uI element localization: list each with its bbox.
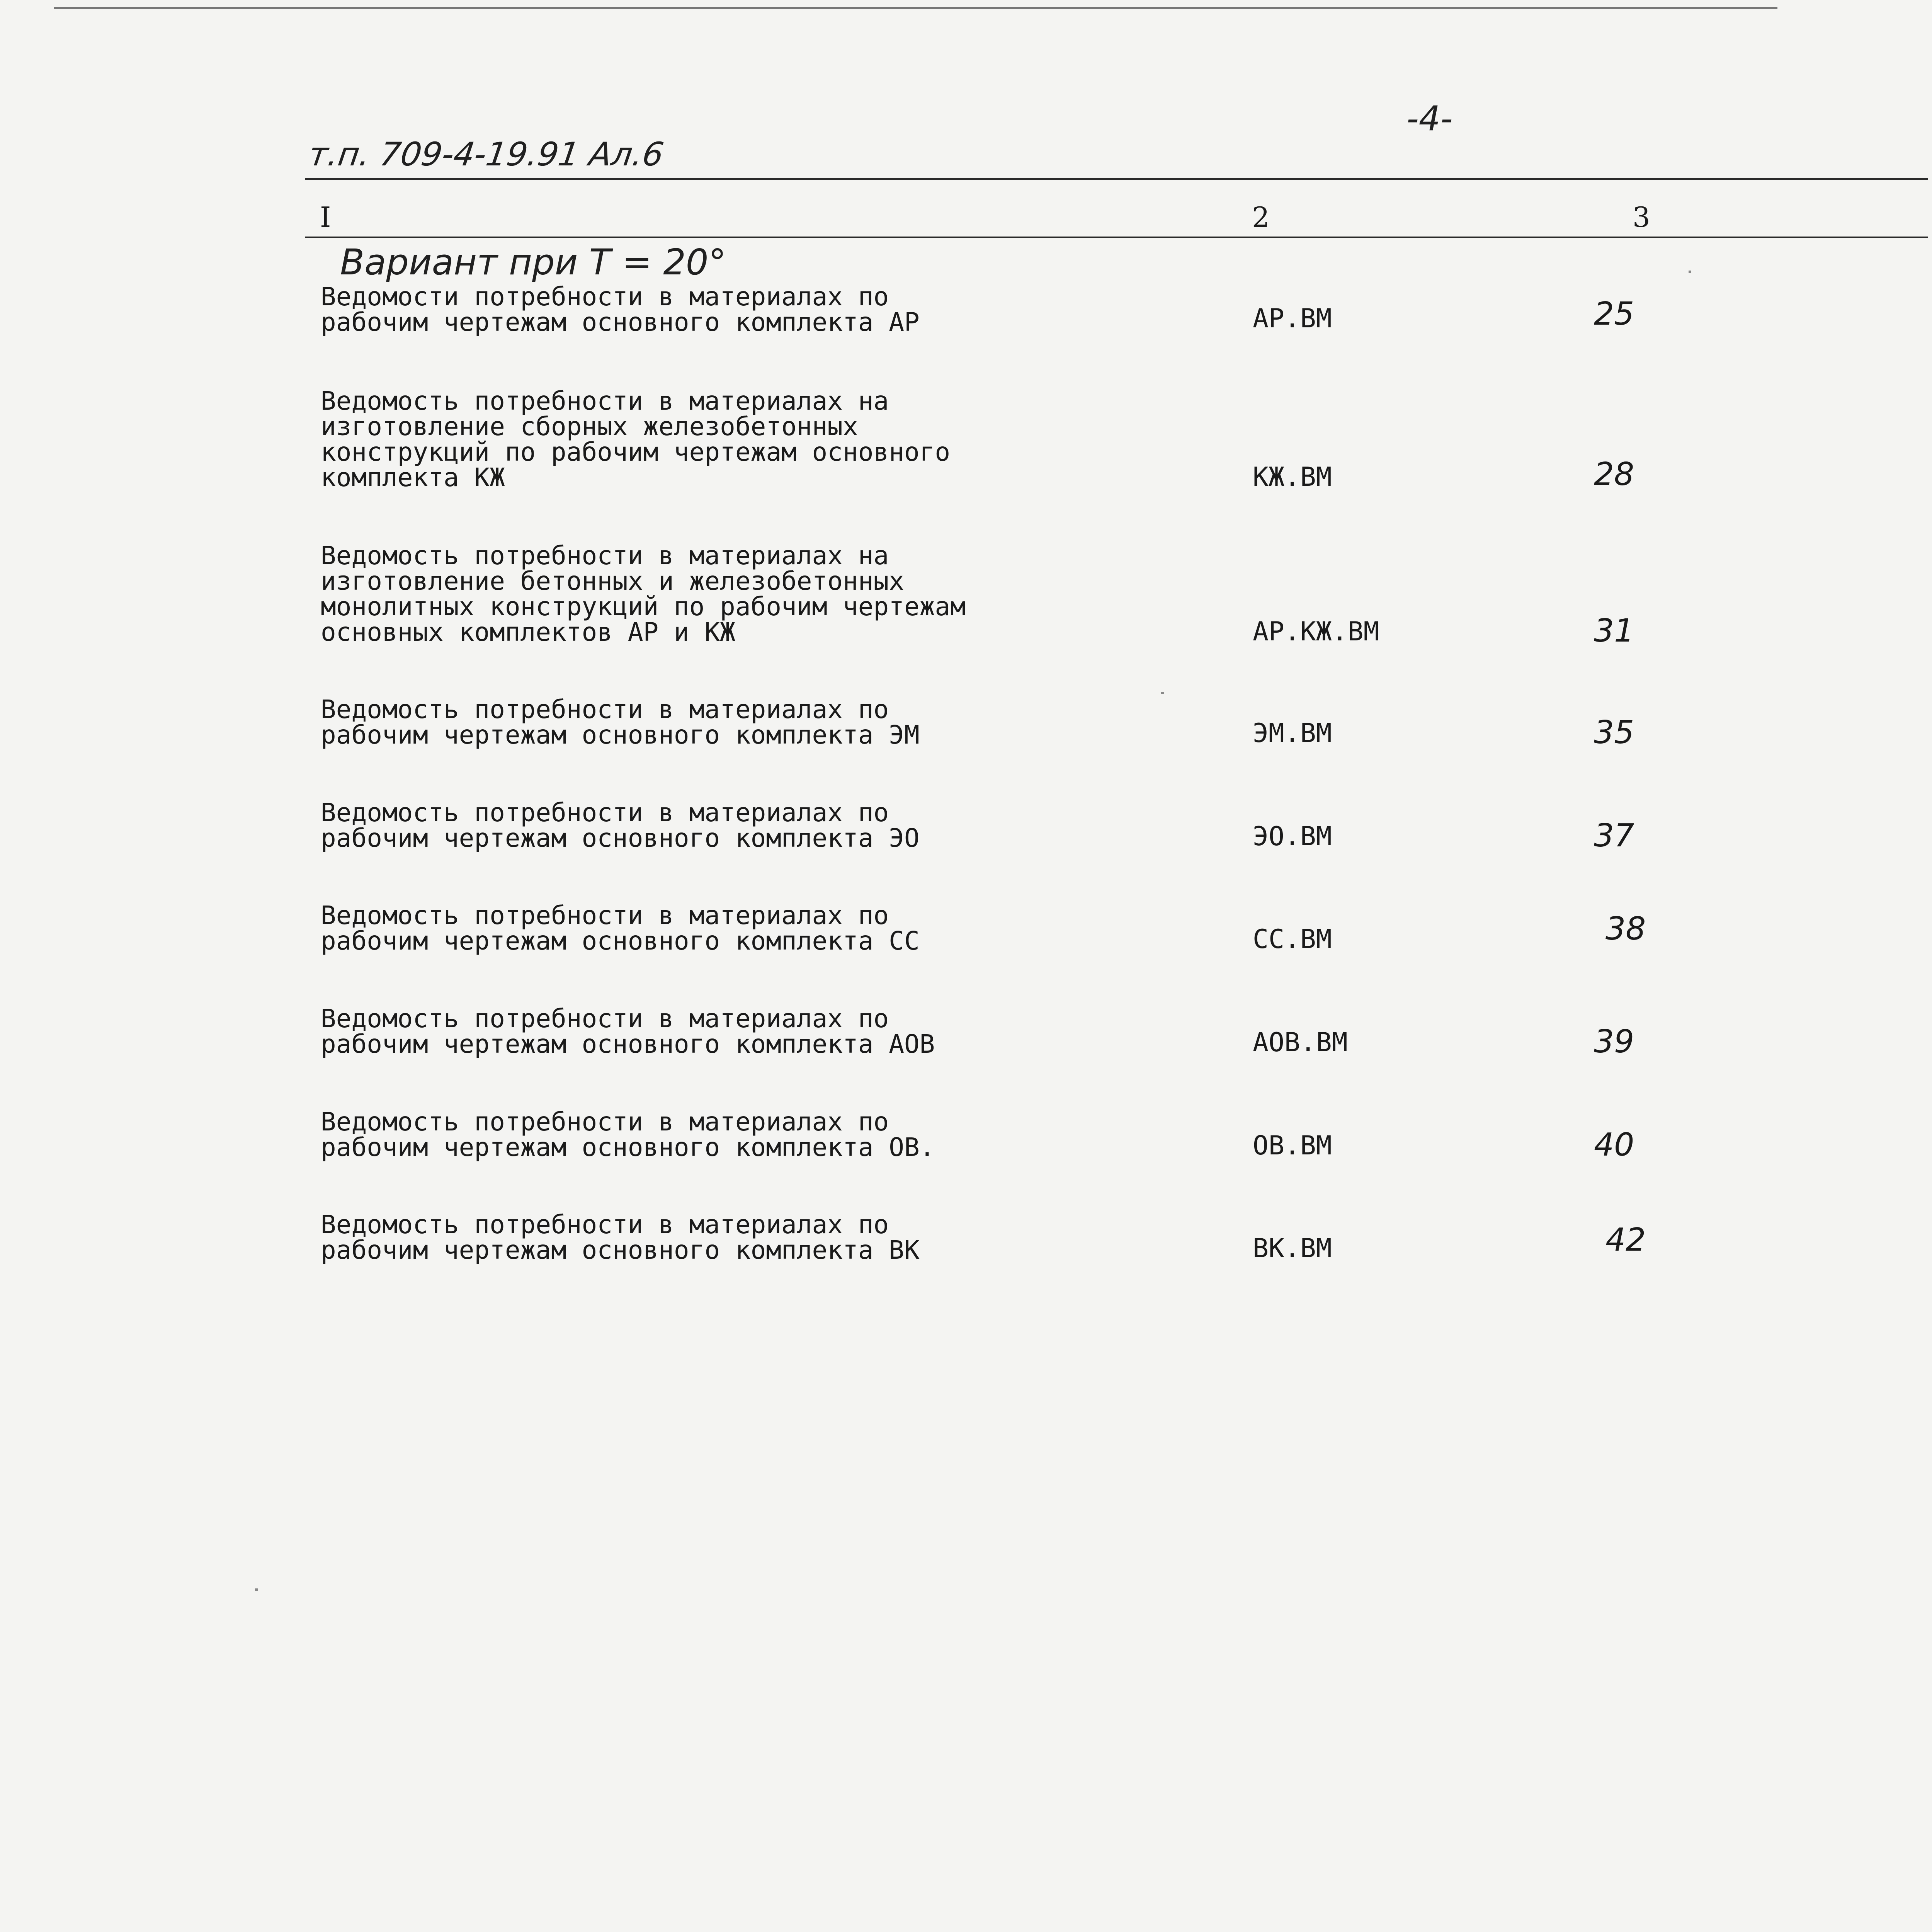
row-name: Ведомости потребности в материалах по рабочим чертежам основного комплекта АР (321, 282, 920, 337)
variant-note: Вариант при Т = 20° (340, 242, 726, 283)
row-name: Ведомость потребности в материалах по рабочим чертежам основного комплекта ЭМ (321, 694, 920, 750)
row-page: 25 (1594, 296, 1634, 332)
row-name: Ведомость потребности в материалах на изготовление бетонных и железобетонных монолитных конструкций по рабочим чертежам основных комплектов АР и КЖ (321, 541, 966, 647)
scan-speck (255, 1588, 258, 1591)
row-name: Ведомость потребности в материалах по рабочим чертежам основного комплекта СС (321, 900, 920, 956)
row-code: ОВ.ВМ (1253, 1130, 1332, 1161)
scan-speck (1689, 271, 1691, 273)
row-page: 40 (1594, 1127, 1634, 1163)
row-code: ВК.ВМ (1253, 1233, 1332, 1264)
row-page: 38 (1605, 911, 1646, 947)
header-rule-left (305, 178, 1928, 180)
row-code: СС.ВМ (1253, 924, 1332, 955)
row-page: 31 (1594, 613, 1634, 649)
row-code: АОВ.ВМ (1253, 1027, 1348, 1058)
scan-speck (1161, 692, 1164, 694)
column-number-1: I (320, 201, 331, 233)
row-page: 28 (1594, 456, 1634, 493)
page-number: -4- (1406, 99, 1453, 138)
column-number-3: 3 (1633, 201, 1650, 233)
project-code: т.п. 709-4-19.91 Ал.6 (306, 135, 666, 173)
row-page: 37 (1594, 817, 1634, 854)
top-scan-line (54, 7, 1777, 9)
column-number-2: 2 (1252, 201, 1270, 233)
row-code: АР.ВМ (1253, 303, 1332, 334)
row-code: ЭО.ВМ (1253, 821, 1332, 852)
row-name: Ведомость потребности в материалах по рабочим чертежам основного комплекта ОВ. (321, 1107, 935, 1162)
row-name: Ведомость потребности в материалах по рабочим чертежам основного комплекта АОВ (321, 1004, 935, 1059)
row-page: 42 (1605, 1222, 1646, 1258)
row-name: Ведомость потребности в материалах по рабочим чертежам основного комплекта ЭО (321, 798, 920, 853)
row-code: КЖ.ВМ (1253, 462, 1332, 492)
row-page: 35 (1594, 714, 1634, 751)
row-page: 39 (1594, 1023, 1634, 1060)
column-rule-left (305, 237, 1928, 238)
row-code: ЭМ.ВМ (1253, 718, 1332, 749)
row-name: Ведомость потребности в материалах по рабочим чертежам основного комплекта ВК (321, 1210, 920, 1265)
row-name: Ведомость потребности в материалах на изготовление сборных железобетонных конструкций по рабочим чертежам основного комплекта КЖ (321, 386, 951, 492)
row-code: АР.КЖ.ВМ (1253, 616, 1379, 647)
